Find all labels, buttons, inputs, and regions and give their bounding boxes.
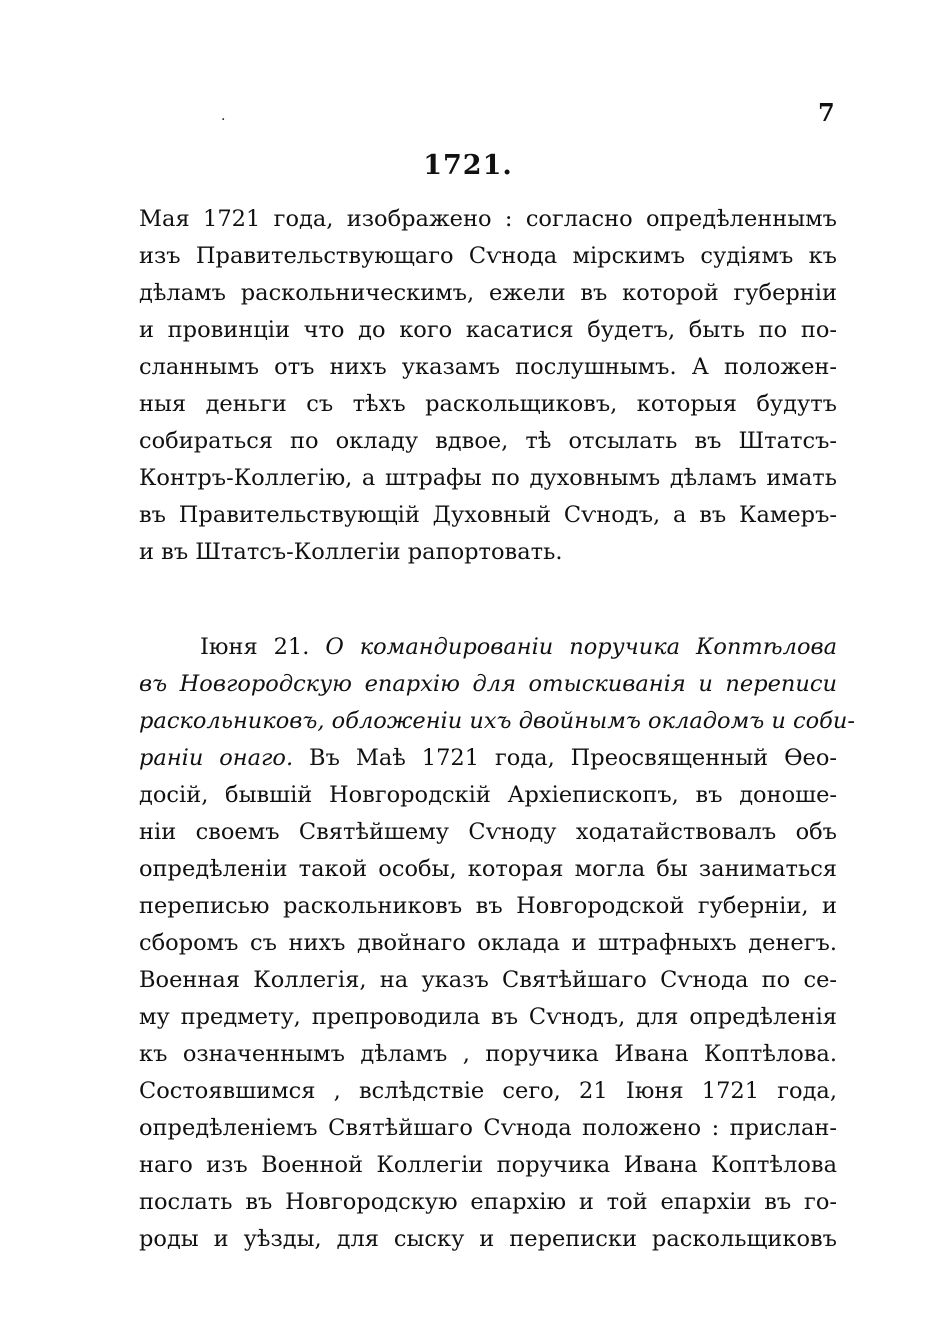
entry-text: Въ Маѣ 1721 года, Преосвященный Ѳео-	[309, 745, 837, 771]
text-line: опредѣленіи такой особы, которая могла бы заниматься	[139, 856, 837, 882]
text-line: ніи своемъ Святѣйшему Сѵноду ходатайствовалъ объ	[139, 819, 837, 845]
text-line: Мая 1721 года, изображено : согласно опредѣленнымъ	[139, 206, 837, 232]
print-speck: ·	[221, 112, 226, 128]
text-line: переписью раскольниковъ въ Новгородской губерніи, и	[139, 893, 837, 919]
text-line	[139, 741, 837, 775]
text-line: опредѣленіемъ Святѣйшаго Сѵнода положено : прислан-	[139, 1115, 837, 1141]
page-number: 7	[818, 98, 835, 127]
entry-title-line: раскольниковъ, обложеніи ихъ двойнымъ окладомъ и соби-	[139, 708, 855, 734]
text-line: собираться по окладу вдвое, тѣ отсылать въ Штатсъ-	[139, 428, 837, 454]
text-line: досій, бывшій Новгородскій Архіепископъ, въ доноше-	[139, 782, 837, 808]
entry-title-line: въ Новгородскую епархію для отыскиванія и переписи	[139, 671, 837, 697]
text-line: сборомъ съ нихъ двойнаго оклада и штрафныхъ денегъ.	[139, 930, 837, 956]
text-line: сланнымъ отъ нихъ указамъ послушнымъ. А положен-	[139, 354, 837, 380]
entry-title: О командированіи поручика Коптѣлова	[325, 634, 838, 660]
text-line: ныя деньги съ тѣхъ раскольщиковъ, которыя будутъ	[139, 391, 837, 417]
text-line: послать въ Новгородскую епархію и той епархіи въ го-	[139, 1189, 837, 1215]
text-line: изъ Правительствующаго Сѵнода мірскимъ судіямъ къ	[139, 243, 837, 269]
text-line: и въ Штатсъ-Коллегіи рапортовать.	[139, 539, 563, 565]
text-line: му предмету, препроводила въ Сѵнодъ, для опредѣленія	[139, 1004, 837, 1030]
text-line: роды и уѣзды, для сыску и переписки раскольщиковъ	[139, 1226, 837, 1252]
text-line: Контръ-Коллегію, а штрафы по духовнымъ дѣламъ имать	[139, 465, 837, 491]
text-line: и провинціи что до кого касатися будетъ, быть по по-	[139, 317, 837, 343]
text-line: дѣламъ раскольническимъ, ежели въ которой губерніи	[139, 280, 837, 306]
text-line: къ означеннымъ дѣламъ , поручика Ивана Коптѣлова.	[139, 1041, 837, 1067]
year-heading: 1721.	[423, 150, 513, 181]
text-line: Военная Коллегія, на указъ Святѣйшаго Сѵнода по се-	[139, 967, 837, 993]
text-line	[200, 630, 837, 664]
entry-date: Іюня 21.	[200, 634, 310, 660]
text-line: въ Правительствующій Духовный Сѵнодъ, а въ Камеръ-	[139, 502, 837, 528]
entry-title-end: раніи онаго.	[139, 745, 294, 771]
text-line: наго изъ Военной Коллегіи поручика Ивана Коптѣлова	[139, 1152, 837, 1178]
text-line: Состоявшимся , вслѣдствіе сего, 21 Іюня 1721 года,	[139, 1078, 837, 1104]
